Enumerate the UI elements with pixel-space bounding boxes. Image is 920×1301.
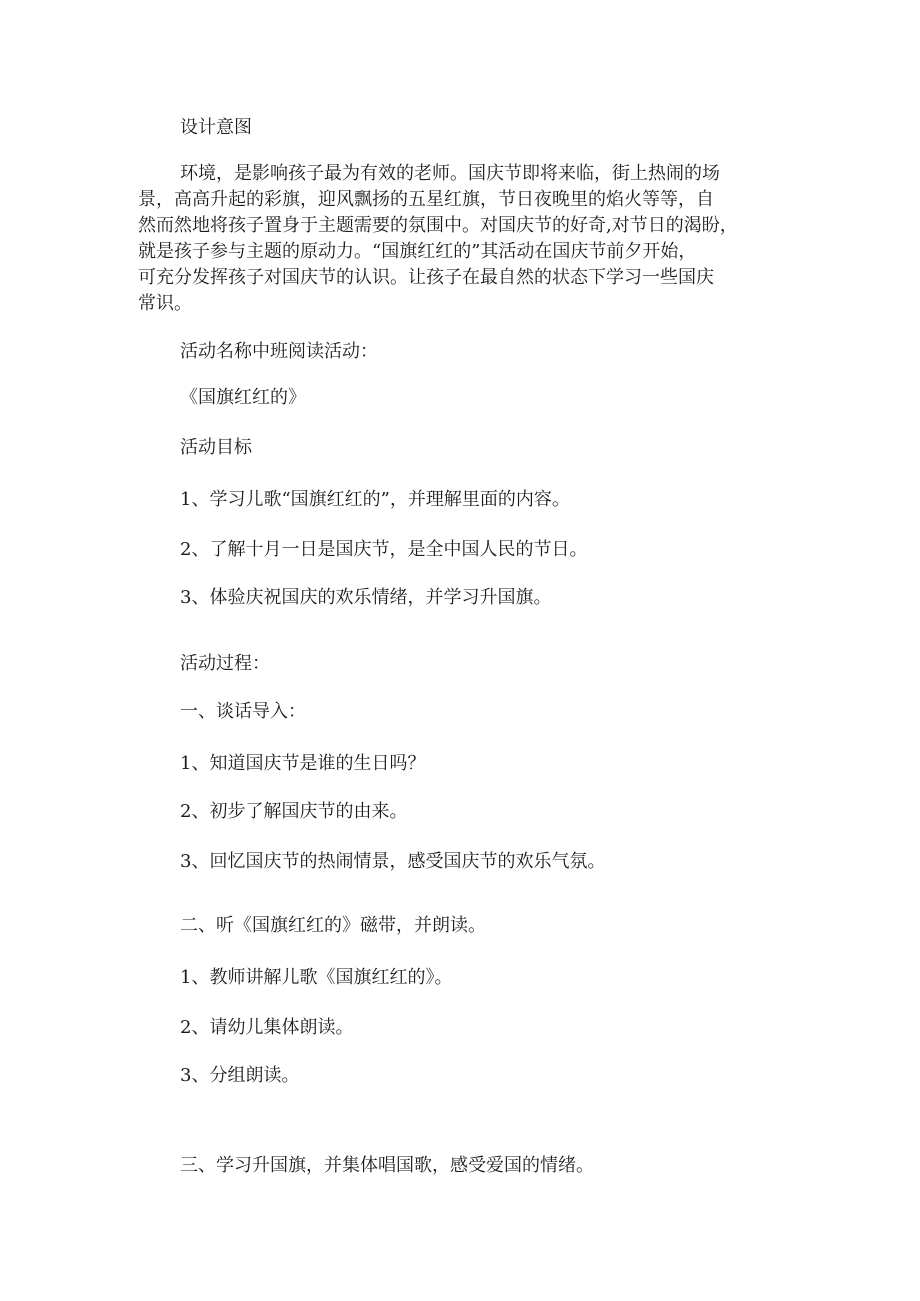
activity-name: 活动名称中班阅读活动：	[180, 341, 378, 362]
section3-heading: 三、学习升国旗，并集体唱国歌，感受爱国的情绪。	[180, 1155, 594, 1176]
section1-item: 2、初步了解国庆节的由来。	[180, 801, 408, 822]
goals-heading: 活动目标	[180, 437, 252, 458]
section2-heading: 二、听《国旗红红的》磁带，并朗读。	[180, 915, 486, 936]
activity-title: 《国旗红红的》	[180, 387, 306, 408]
goal-item: 2、了解十月一日是国庆节，是全中国人民的节日。	[180, 539, 588, 560]
section2-item: 2、请幼儿集体朗读。	[180, 1017, 354, 1038]
section1-heading: 一、谈话导入：	[180, 701, 306, 722]
section1-item: 1、知道国庆节是谁的生日吗？	[180, 753, 426, 774]
section2-item: 1、教师讲解儿歌《国旗红红的》。	[180, 967, 453, 988]
section1-item: 3、回忆国庆节的热闹情景，感受国庆节的欢乐气氛。	[180, 851, 606, 872]
design-intent-heading: 设计意图	[180, 117, 252, 138]
intro-line: 可充分发挥孩子对国庆节的认识。让孩子在最自然的状态下学习一些国庆	[138, 267, 714, 288]
goal-item: 3、体验庆祝国庆的欢乐情绪，并学习升国旗。	[180, 587, 552, 608]
intro-line: 然而然地将孩子置身于主题需要的氛围中。对国庆节的好奇,对节日的渴盼，	[138, 215, 738, 236]
section2-item: 3、分组朗读。	[180, 1065, 300, 1086]
intro-line: 常识。	[138, 293, 192, 314]
intro-line: 景，高高升起的彩旗，迎风飘扬的五星红旗，节日夜晚里的焰火等等，自	[138, 189, 714, 210]
intro-line: 就是孩子参与主题的原动力。“国旗红红的”其活动在国庆节前夕开始，	[138, 241, 697, 262]
goal-item: 1、学习儿歌“国旗红红的”，并理解里面的内容。	[180, 489, 570, 510]
process-heading: 活动过程：	[180, 653, 270, 674]
intro-line: 环境，是影响孩子最为有效的老师。国庆节即将来临，街上热闹的场	[180, 163, 720, 184]
